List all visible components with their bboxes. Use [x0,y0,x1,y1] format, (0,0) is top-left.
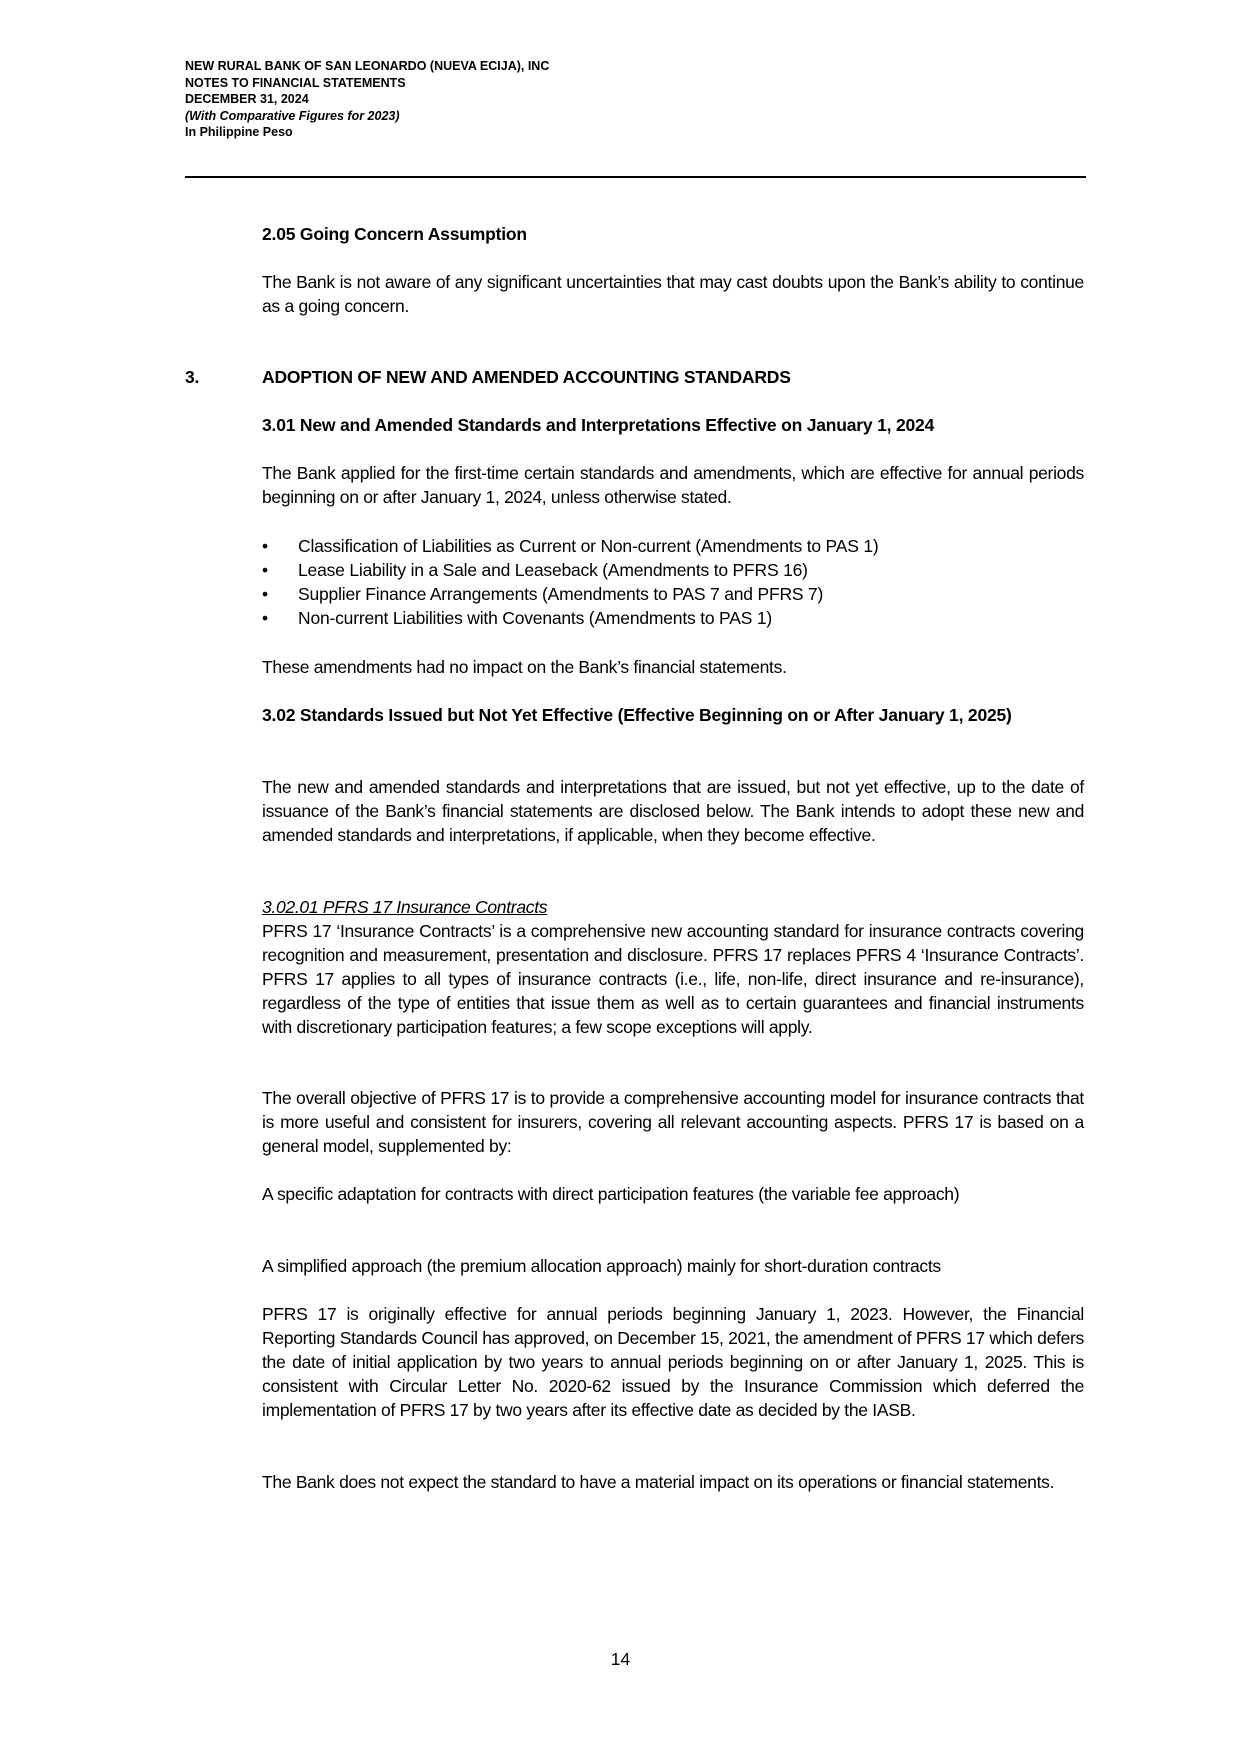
sub-3-01-conclusion: These amendments had no impact on the Bank’s financial statements. [262,657,787,677]
section-3-heading: ADOPTION OF NEW AND AMENDED ACCOUNTING STANDARDS [262,367,791,387]
statement-title: NOTES TO FINANCIAL STATEMENTS [185,75,406,90]
pfrs17-paragraph-3: A specific adaptation for contracts with direct participation features (the variable fee approach) [262,1184,960,1204]
currency-note: In Philippine Peso [185,125,293,139]
pfrs17-paragraph-4: A simplified approach (the premium allocation approach) mainly for short-duration contracts [262,1256,941,1276]
pfrs17-heading: 3.02.01 PFRS 17 Insurance Contracts [262,897,548,917]
pfrs17-paragraph-1: PFRS 17 ‘Insurance Contracts’ is a comprehensive new accounting standard for insurance contracts covering recognition and measurement, presentation and disclosure. PFRS 17 replaces PFRS 4 ‘Insurance Contracts’. PFRS 17 applies to all types of insurance contracts (i.e., life, non-life, direct insurance and re-insurance), regardless of the type of entities that issue them as well as to certain guarantees and financial instruments with discretionary participation features; a few scope exceptions will apply. [262,921,1084,1037]
bullet-icon: • [262,560,268,580]
bullet-icon: • [262,536,268,556]
pfrs17-paragraph-5: PFRS 17 is originally effective for annual periods beginning January 1, 2023. However, the Financial Reporting Standards Council has approved, on December 15, 2021, the amendment of PFRS 17 which defers the date of initial application by two years to annual periods beginning on or after January 1, 2025. This is consistent with Circular Letter No. 2020-62 issued by the Insurance Commission which deferred the implementation of PFRS 17 by two years after its effective date as decided by the IASB. [262,1304,1084,1420]
comparative-note: (With Comparative Figures for 2023) [185,108,400,123]
amendments-list [262,534,879,630]
statement-date: DECEMBER 31, 2024 [185,92,309,106]
sub-3-02-heading: 3.02 Standards Issued but Not Yet Effective (Effective Beginning on or After January 1, 2025) [262,705,1012,725]
pfrs17-paragraph-2: The overall objective of PFRS 17 is to provide a comprehensive accounting model for insurance contracts that is more useful and consistent for insurers, covering all relevant accounting aspects. PFRS 17 is based on a general model, supplemented by: [262,1088,1084,1156]
section-3-number: 3. [185,367,200,387]
going-concern-heading: 2.05 Going Concern Assumption [262,224,527,244]
going-concern-body: The Bank is not aware of any significant uncertainties that may cast doubts upon the Bank’s ability to continue as a going concern. [262,272,1084,316]
bullet-icon: • [262,608,268,628]
pfrs17-paragraph-6: The Bank does not expect the standard to have a material impact on its operations or financial statements. [262,1472,1055,1492]
sub-3-02-intro: The new and amended standards and interpretations that are issued, but not yet effective, up to the date of issuance of the Bank’s financial statements are disclosed below. The Bank intends to adopt these new and amended standards and interpretations, if applicable, when they become effective. [262,777,1084,845]
list-item: • Supplier Finance Arrangements (Amendments to PAS 7 and PFRS 7) [262,584,824,604]
list-item: • Non-current Liabilities with Covenants (Amendments to PAS 1) [262,608,773,628]
sub-3-01-heading: 3.01 New and Amended Standards and Interpretations Effective on January 1, 2024 [262,415,935,435]
header-divider [185,176,1086,178]
page-number: 14 [610,1649,631,1669]
bullet-icon: • [262,584,268,604]
list-item: • Classification of Liabilities as Current or Non-current (Amendments to PAS 1) [262,536,879,556]
list-item: • Lease Liability in a Sale and Leaseback (Amendments to PFRS 16) [262,560,808,580]
company-name: NEW RURAL BANK OF SAN LEONARDO (NUEVA ECIJA), INC [185,59,550,73]
document-header [185,58,549,141]
sub-3-01-intro: The Bank applied for the first-time certain standards and amendments, which are effective for annual periods beginning on or after January 1, 2024, unless otherwise stated. [262,463,1084,507]
